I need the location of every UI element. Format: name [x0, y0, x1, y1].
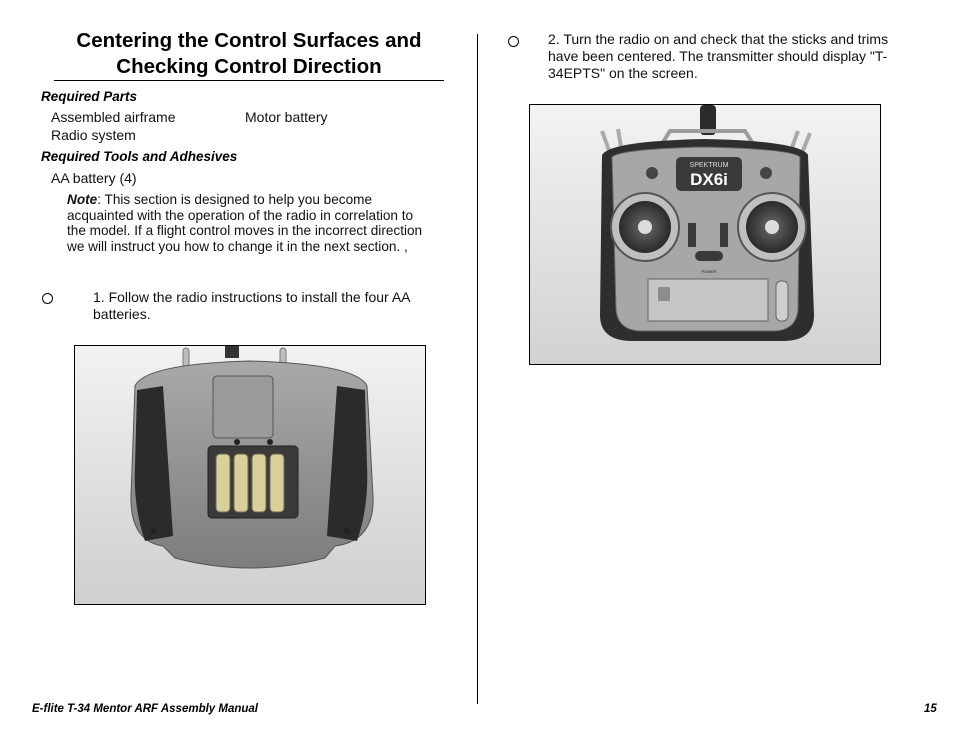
footer-page-number: 15 — [924, 703, 937, 715]
section-title-line2: Checking Control Direction — [116, 55, 382, 78]
required-part-item: Motor battery — [245, 109, 328, 125]
required-tool-item: AA battery (4) — [51, 170, 137, 186]
photo-transmitter-front — [529, 104, 881, 365]
required-part-item: Assembled airframe — [51, 109, 176, 125]
brand-label: SPEKTRUM — [689, 162, 729, 169]
column-divider — [477, 34, 478, 704]
step2-checkbox[interactable] — [508, 36, 519, 47]
section-title — [54, 28, 444, 80]
power-label: POWER — [701, 269, 717, 274]
step1-checkbox[interactable] — [42, 293, 53, 304]
required-parts-heading: Required Parts — [41, 89, 138, 104]
required-part-item: Radio system — [51, 127, 136, 143]
note-text: : This section is designed to help you become acquainted with the operation of the radio in correlation to the model. If a flight control moves in the incorrect direction we will instruct you how to change it in the next section. , — [67, 192, 423, 254]
transmitter-back-illustration — [75, 346, 425, 604]
footer-manual-title: E-flite T-34 Mentor ARF Assembly Manual — [32, 703, 258, 715]
required-tools-heading: Required Tools and Adhesives — [41, 149, 238, 164]
note-label: Note — [67, 192, 98, 207]
step1-text: 1. Follow the radio instructions to install the four AA batteries. — [93, 289, 410, 322]
note-paragraph — [67, 192, 433, 254]
model-label: DX6i — [690, 170, 728, 189]
photo-transmitter-battery-bay — [74, 345, 426, 605]
transmitter-front-illustration — [530, 105, 880, 364]
step2-text: 2. Turn the radio on and check that the sticks and trims have been centered. The transmitter should display "T-34EPTS" on the screen. — [548, 31, 889, 81]
title-underline — [54, 80, 444, 81]
section-title-line1: Centering the Control Surfaces and — [76, 29, 422, 52]
